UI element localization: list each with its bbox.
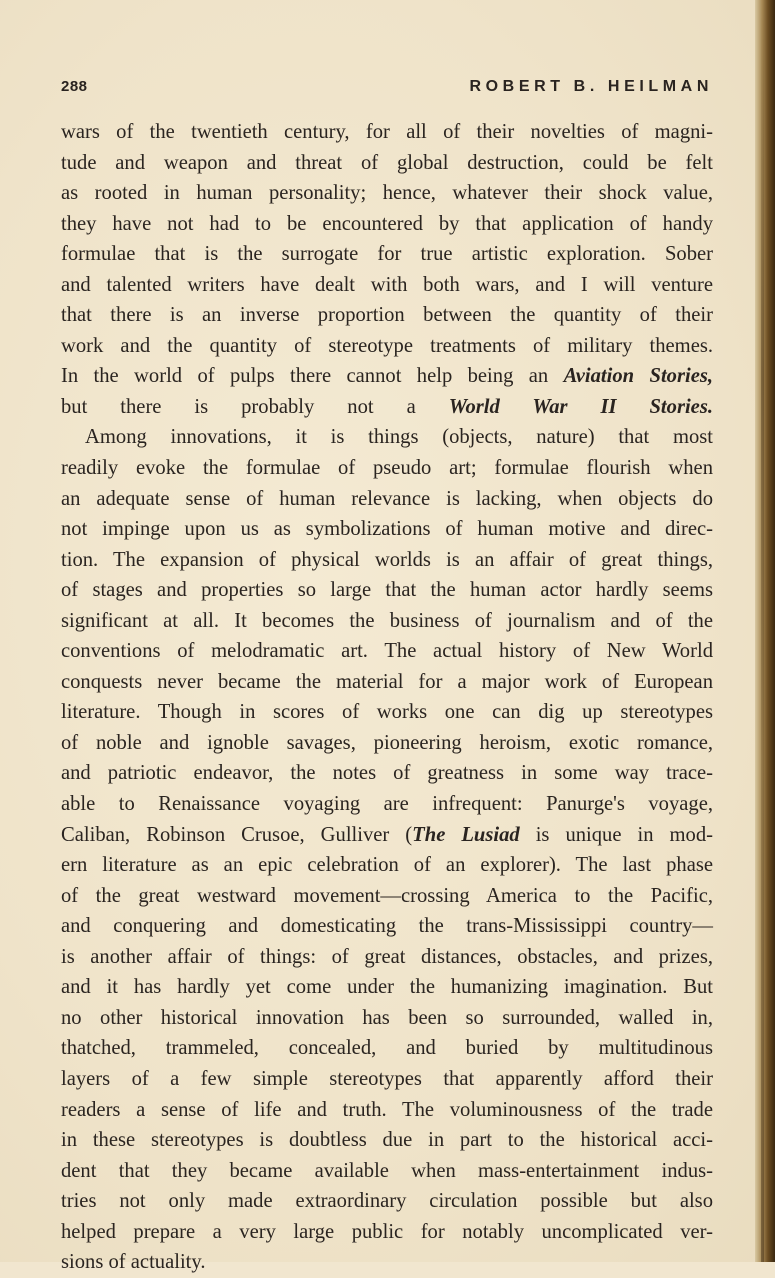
text-run: able to Renaissance voyaging are infrequent: Panurge's voyage, [61, 793, 713, 816]
text-line [61, 300, 713, 331]
italic-title: World War II Stories. [448, 395, 713, 418]
text-run: work and the quantity of stereotype treatments of military themes. [61, 334, 713, 357]
text-run: of stages and properties so large that the human actor hardly seems [61, 579, 713, 602]
text-run: not impinge upon us as symbolizations of human motive and direc- [61, 518, 713, 541]
text-line [61, 545, 713, 576]
text-run: and patriotic endeavor, the notes of greatness in some way trace- [61, 762, 713, 785]
text-run: wars of the twentieth century, for all of their novelties of magni- [61, 121, 713, 143]
text-run: significant at all. It becomes the business of journalism and of the [61, 609, 713, 632]
text-run: layers of a few simple stereotypes that apparently afford their [61, 1067, 713, 1090]
text-run: thatched, trammeled, concealed, and buried by multitudinous [61, 1037, 713, 1060]
text-line [61, 697, 713, 728]
text-line [61, 1156, 713, 1187]
text-run: is another affair of things: of great distances, obstacles, and prizes, [61, 945, 713, 968]
text-run: literature. Though in scores of works one can dig up stereotypes [61, 701, 713, 724]
text-run: sions of actuality. [61, 1251, 206, 1274]
text-line [61, 758, 713, 789]
text-run: but there is probably not a [61, 395, 449, 418]
text-line [61, 239, 713, 270]
text-run: of the great westward movement—crossing America to the Pacific, [61, 884, 713, 907]
text-line [61, 728, 713, 759]
text-run: tion. The expansion of physical worlds is an affair of great things, [61, 548, 713, 571]
text-line [61, 148, 713, 179]
text-run: dent that they became available when mass-entertainment indus- [61, 1159, 713, 1182]
text-line [61, 361, 713, 392]
text-run: helped prepare a very large public for notably uncomplicated ver- [61, 1220, 713, 1243]
italic-title: Aviation Stories, [563, 365, 714, 388]
page-header [61, 78, 713, 104]
text-line [61, 667, 713, 698]
text-line [61, 850, 713, 881]
text-run: and it has hardly yet come under the humanizing imagination. But [61, 976, 713, 999]
text-line [61, 911, 713, 942]
text-run: formulae that is the surrogate for true artistic exploration. Sober [61, 243, 713, 266]
text-run: conventions of melodramatic art. The actual history of New World [61, 640, 713, 663]
text-run: no other historical innovation has been so surrounded, walled in, [61, 1006, 713, 1029]
text-line [61, 392, 713, 423]
text-line [61, 117, 713, 148]
text-line [61, 1003, 713, 1034]
text-run: that there is an inverse proportion between the quantity of their [61, 304, 713, 327]
text-run: readily evoke the formulae of pseudo art; formulae flourish when [61, 457, 713, 480]
text-line [61, 636, 713, 667]
text-line [61, 881, 713, 912]
text-line [61, 514, 713, 545]
text-line [61, 1125, 713, 1156]
text-line [61, 606, 713, 637]
text-line [61, 331, 713, 362]
text-line [61, 1217, 713, 1248]
text-run: and talented writers have dealt with both wars, and I will venture [61, 273, 713, 296]
text-line [61, 422, 713, 453]
book-spine-shadow [755, 0, 775, 1262]
text-line [61, 178, 713, 209]
text-line [61, 1064, 713, 1095]
paragraph [61, 117, 713, 422]
text-run: Caliban, Robinson Crusoe, Gulliver ( [61, 823, 413, 846]
text-run: In the world of pulps there cannot help being an [61, 365, 564, 388]
text-run: Among innovations, it is things (objects, nature) that most [85, 426, 713, 449]
text-run: in these stereotypes is doubtless due in part to the historical acci- [61, 1129, 713, 1152]
text-line [61, 820, 713, 851]
text-line [61, 1033, 713, 1064]
text-run: as rooted in human personality; hence, whatever their shock value, [61, 182, 713, 205]
text-run: tries not only made extraordinary circulation possible but also [61, 1190, 713, 1213]
text-run: tude and weapon and threat of global destruction, could be felt [61, 151, 713, 174]
text-run: readers a sense of life and truth. The voluminousness of the trade [61, 1098, 713, 1121]
text-line [61, 270, 713, 301]
page-number: 288 [61, 78, 88, 95]
text-run: an adequate sense of human relevance is lacking, when objects do [61, 487, 713, 510]
text-run: conquests never became the material for a major work of European [61, 670, 713, 693]
text-run: and conquering and domesticating the trans-Mississippi country— [61, 915, 713, 938]
text-line [61, 1247, 713, 1278]
text-run: is unique in mod- [519, 823, 713, 846]
text-run: ern literature as an epic celebration of an explorer). The last phase [61, 854, 713, 877]
text-line [61, 789, 713, 820]
text-run: they have not had to be encountered by that application of handy [61, 212, 713, 235]
paragraph [61, 422, 713, 1277]
text-run: of noble and ignoble savages, pioneering heroism, exotic romance, [61, 731, 713, 754]
body-text [61, 117, 713, 1278]
text-line [61, 453, 713, 484]
text-line [61, 575, 713, 606]
text-line [61, 1186, 713, 1217]
text-line [61, 484, 713, 515]
text-line [61, 972, 713, 1003]
italic-title: The Lusiad [412, 823, 520, 846]
running-head: ROBERT B. HEILMAN [469, 78, 713, 95]
text-line [61, 209, 713, 240]
text-line [61, 942, 713, 973]
text-line [61, 1095, 713, 1126]
